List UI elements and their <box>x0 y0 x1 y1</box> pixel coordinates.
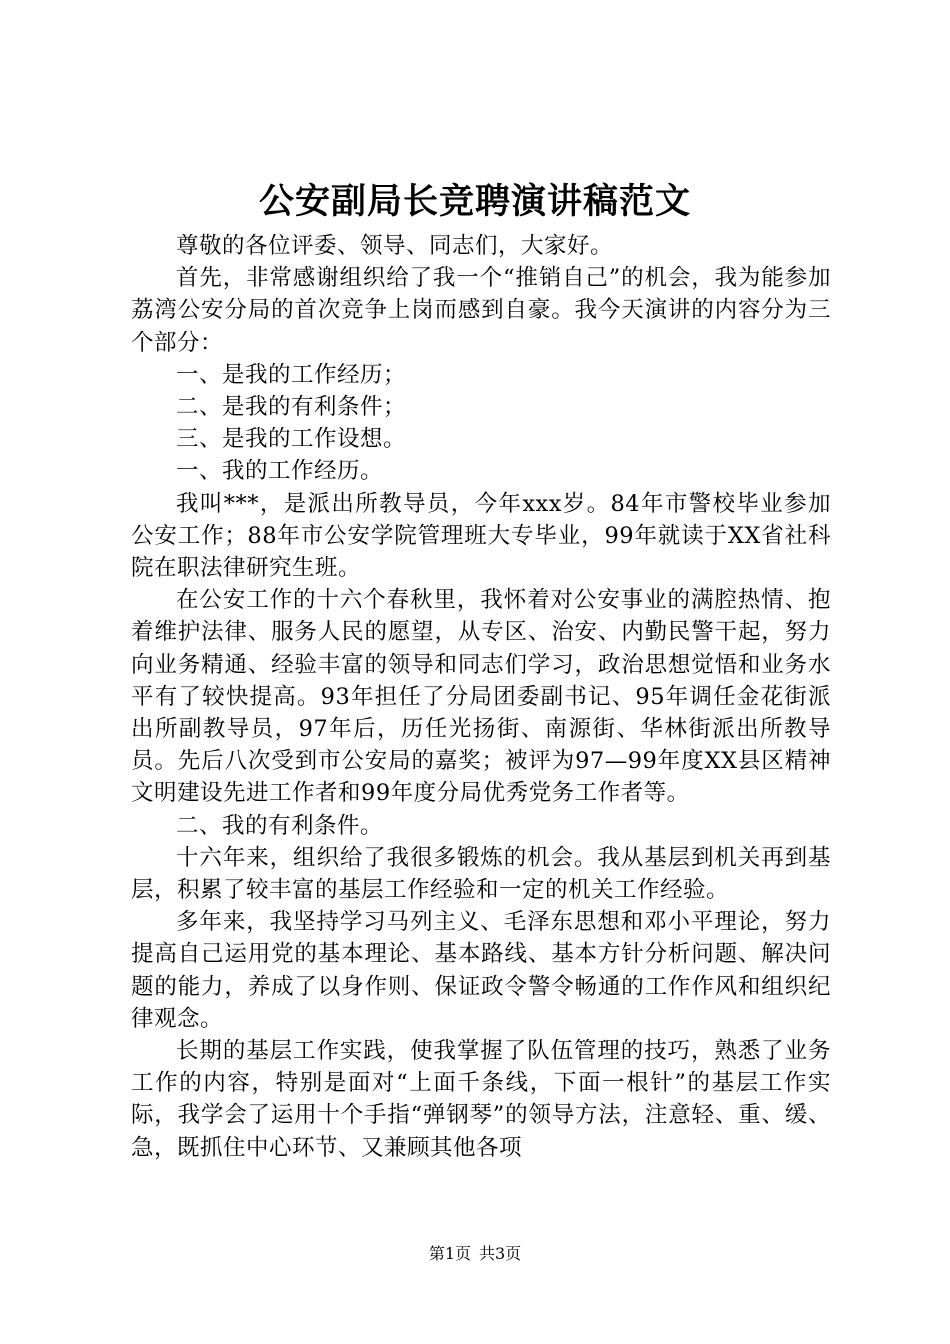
paragraph-greeting: 尊敬的各位评委、领导、同志们，大家好。 <box>176 233 614 259</box>
paragraph-outline-2: 二、是我的有利条件； <box>176 394 407 421</box>
paragraph-experience: 十六年来，组织给了我很多锻炼的机会。我从基层到机关再到基层，积累了较丰富的基层工作经验和一定的机关工作经验。 <box>131 844 831 904</box>
paragraph-career: 在公安工作的十六个春秋里，我怀着对公安事业的满腔热情、抱着维护法律、服务人民的愿望，从专区、治安、内勤民警干起，努力向业务精通、经验丰富的领导和同志们学习，政治思想觉悟和业务水平有了较快提高。93年担任了分局团委副书记、95年调任金花街派出所副教导员，97年后，历任光扬街、南源街、华林街派出所教导员。先后八次受到市公安局的嘉奖；被评为97—99年度XX县区精神文明建设先进工作者和99年度分局优秀党务工作者等。 <box>131 587 831 807</box>
section-heading-advantages: 二、我的有利条件。 <box>176 812 384 839</box>
paragraph-outline-1: 一、是我的工作经历； <box>176 361 407 388</box>
paragraph-study: 多年来，我坚持学习马列主义、毛泽东思想和邓小平理论，努力提高自己运用党的基本理论、基本路线、基本方针分析问题、解决问题的能力，养成了以身作则、保证政令警令畅通的工作作风和组织纪律观念。 <box>131 909 831 1032</box>
paragraph-practice: 长期的基层工作实践，使我掌握了队伍管理的技巧，熟悉了业务工作的内容，特别是面对“上面千条线，下面一根针”的基层工作实际，我学会了运用十个手指“弹钢琴”的领导方法，注意轻、重、缓、急，既抓住中心环节、又兼顾其他各项 <box>131 1038 831 1161</box>
section-heading-work-history: 一、我的工作经历。 <box>176 458 384 485</box>
paragraph-self-intro: 我叫***，是派出所教导员，今年xxx岁。84年市警校毕业参加公安工作；88年市公安学院管理班大专毕业，99年就读于XX省社科院在职法律研究生班。 <box>131 490 831 582</box>
document-title: 公安副局长竞聘演讲稿范文 <box>258 181 691 222</box>
paragraph-outline-3: 三、是我的工作设想。 <box>176 426 407 453</box>
page-total: 共3页 <box>479 1244 522 1263</box>
page-footer <box>0 1243 950 1265</box>
paragraph-intro: 首先，非常感谢组织给了我一个“推销自己”的机会，我为能参加荔湾公安分局的首次竞争上岗而感到自豪。我今天演讲的内容分为三个部分： <box>131 265 831 356</box>
document-body <box>131 230 831 1164</box>
page-number: 第1页 <box>428 1244 471 1263</box>
